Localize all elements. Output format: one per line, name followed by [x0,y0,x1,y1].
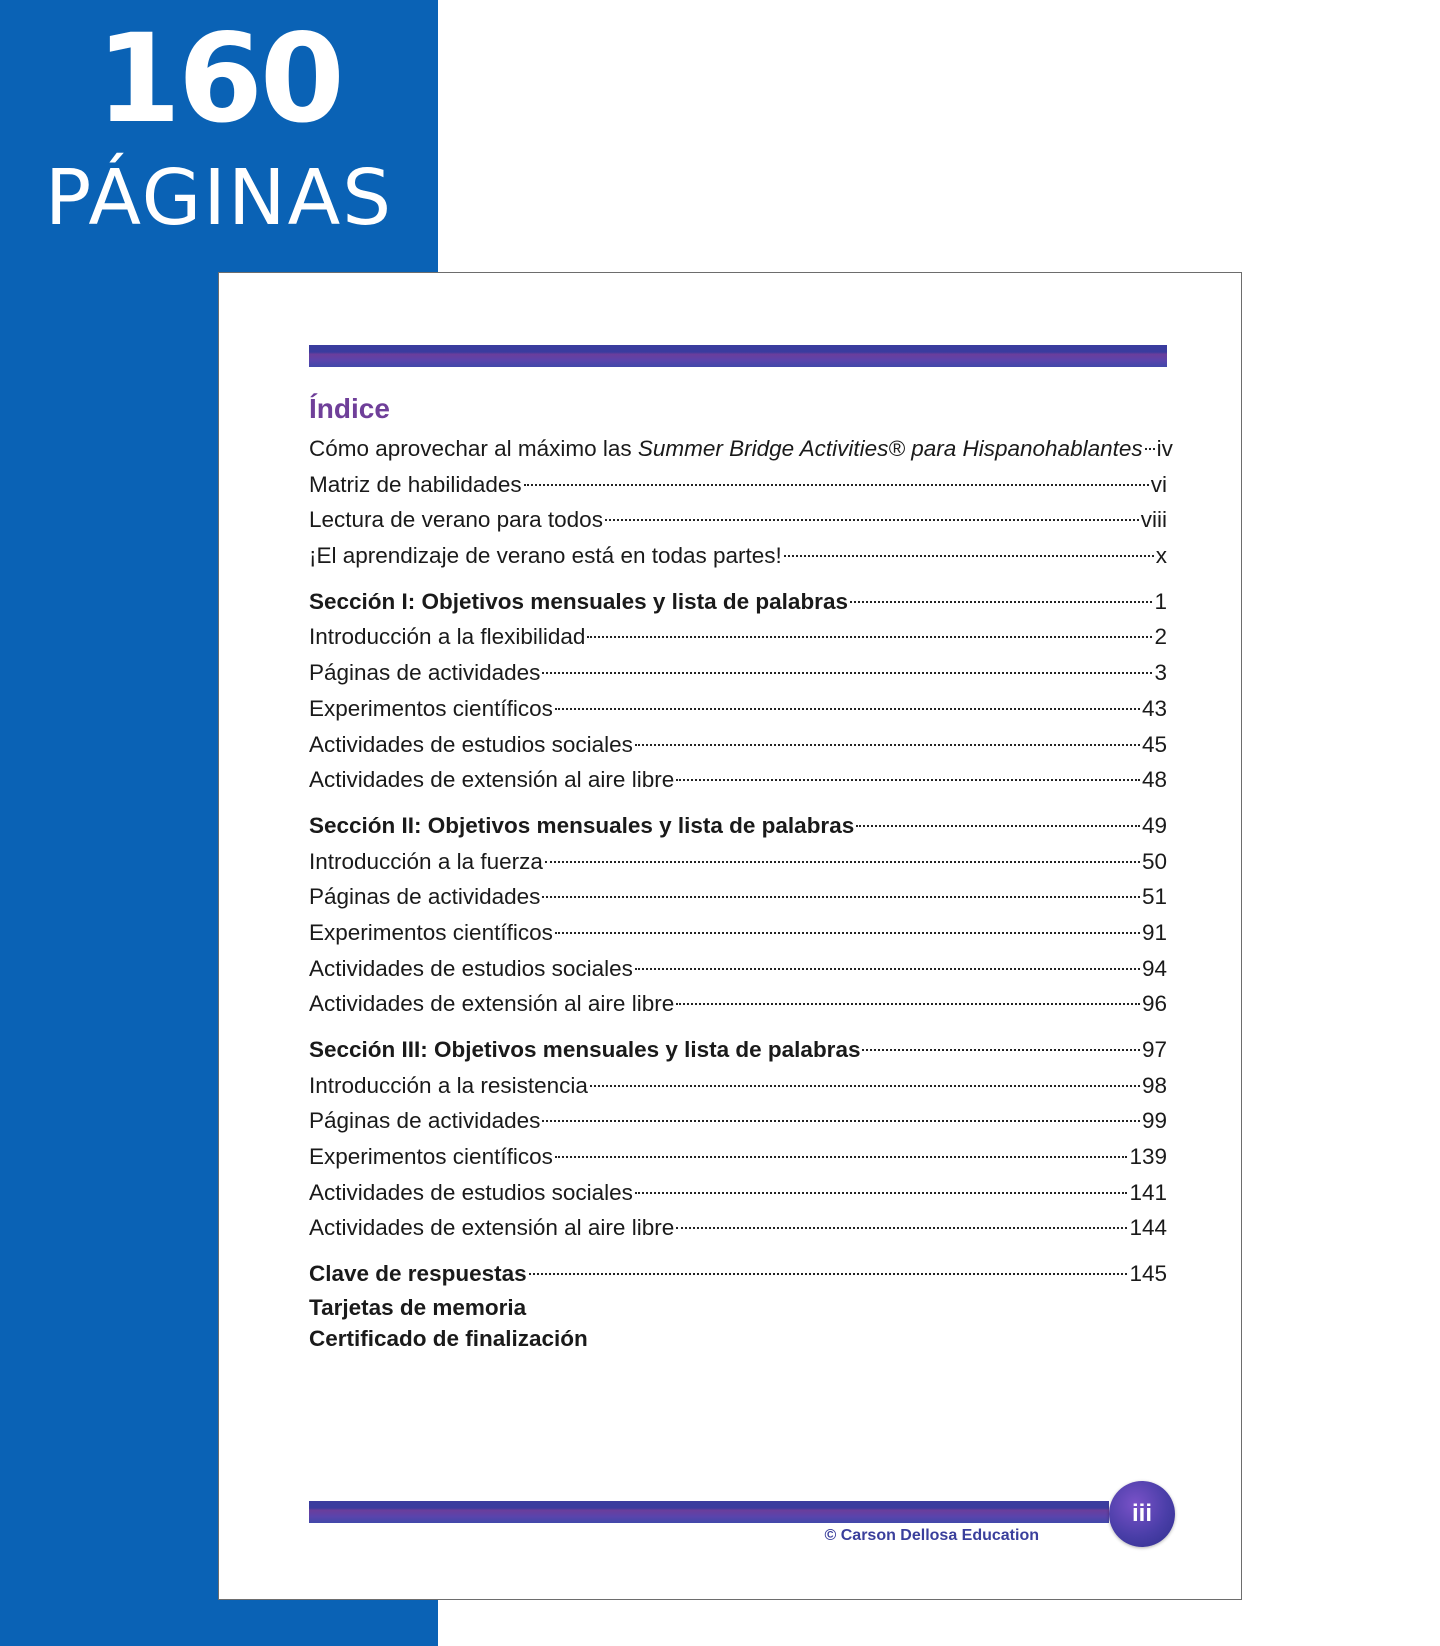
leader-dots [542,672,1152,674]
copyright-text: © Carson Dellosa Education [824,1527,1039,1544]
toc-entry-page: 2 [1154,624,1167,650]
book-page [218,272,1242,1600]
bottom-rule [309,1501,1109,1523]
toc-answer-key-page: 145 [1129,1261,1167,1287]
leader-dots [676,1227,1127,1229]
toc-entry [309,986,1167,1022]
leader-dots [784,555,1154,557]
toc-entry-label: Actividades de extensión al aire libre [309,991,675,1017]
leader-dots [676,1003,1140,1005]
toc-section-page: 1 [1154,588,1167,614]
toc-entry-page: 91 [1141,919,1167,945]
toc-entry-label: Lectura de verano para todos [309,507,603,533]
page-count-number: 160 [96,8,342,150]
toc-entry-page: vi [1150,471,1167,497]
toc-entry [309,727,1167,763]
leader-dots [605,519,1139,521]
leader-dots [635,744,1140,746]
toc-entry-label: Introducción a la fuerza [309,848,543,874]
toc-entry-page: 99 [1141,1108,1167,1134]
toc-entry-label: Matriz de habilidades [309,471,522,497]
toc-entry-label: Introducción a la flexibilidad [309,624,586,650]
toc-section-label: Sección III: Objetivos mensuales y lista de palabras [309,1037,861,1062]
leader-dots [590,1085,1140,1087]
toc-entry [309,538,1167,574]
toc-section-heading [309,584,1167,620]
toc-entry [309,1175,1167,1211]
toc-entry-page: 43 [1141,695,1167,721]
toc-entry-label: Cómo aprovechar al máximo las [309,436,638,461]
toc-entry [309,844,1167,880]
toc-entry [309,691,1167,727]
toc-entry [309,1210,1167,1246]
toc-section-label: Sección II: Objetivos mensuales y lista de palabras [309,812,855,838]
toc-entry [309,951,1167,987]
toc-answer-key [309,1256,1167,1292]
leader-dots [1145,448,1155,450]
toc-entry-label: Páginas de actividades [309,1108,541,1134]
toc-entry [309,1103,1167,1139]
leader-dots [555,708,1140,710]
leader-dots [555,1156,1128,1158]
toc-entry-page: 98 [1141,1072,1167,1098]
leader-dots [862,1049,1139,1051]
toc-entry [309,1068,1167,1104]
page-number-badge: iii [1109,1481,1175,1547]
top-rule [309,345,1167,367]
leader-dots [676,779,1140,781]
toc-entry-label: Actividades de extensión al aire libre [309,1215,675,1241]
toc-extra-certificate: Certificado de finalización [309,1325,588,1351]
toc-entry-page: 139 [1129,1144,1167,1170]
toc-entry-page: 50 [1141,848,1167,874]
toc-entry-page: 45 [1141,731,1167,757]
toc-title: Índice [309,393,390,424]
leader-dots [545,861,1140,863]
toc-section-heading [309,1032,1167,1068]
toc-entry [309,467,1167,503]
table-of-contents [309,389,1173,1354]
toc-entry-page: 48 [1141,767,1167,793]
leader-dots [555,932,1140,934]
toc-entry-page: 141 [1129,1179,1167,1205]
toc-entry-label: Páginas de actividades [309,660,541,686]
toc-entry [309,879,1167,915]
toc-entry-page: 144 [1129,1215,1167,1241]
toc-entry [309,762,1167,798]
toc-entry-label: Actividades de estudios sociales [309,731,633,757]
toc-section-page: 97 [1141,1037,1167,1062]
toc-section-heading [309,808,1167,844]
leader-dots [850,601,1153,603]
toc-entry [309,502,1167,538]
toc-entry [309,431,1173,467]
toc-entry-label: Actividades de estudios sociales [309,1179,633,1205]
leader-dots [529,1273,1128,1275]
toc-entry [309,655,1167,691]
toc-entry-page: 3 [1154,660,1167,686]
toc-entry-label: Experimentos científicos [309,919,553,945]
toc-entry-page: viii [1140,507,1167,533]
toc-entry-page: 96 [1141,991,1167,1017]
toc-entry-label: ¡El aprendizaje de verano está en todas partes! [309,543,782,569]
leader-dots [524,484,1149,486]
toc-entry-label: Experimentos científicos [309,1144,553,1170]
toc-entry [309,619,1167,655]
toc-section-page: 49 [1141,812,1167,838]
leader-dots [542,1120,1140,1122]
toc-entry-label: Actividades de estudios sociales [309,955,633,981]
toc-extra-flashcards: Tarjetas de memoria [309,1294,527,1320]
toc-entry [309,1139,1167,1175]
toc-entry-label: Experimentos científicos [309,695,553,721]
leader-dots [587,636,1152,638]
leader-dots [542,896,1140,898]
leader-dots [856,825,1140,827]
leader-dots [635,1192,1128,1194]
toc-entry-label: Actividades de extensión al aire libre [309,767,675,793]
toc-entry-page: 94 [1141,955,1167,981]
toc-answer-key-label: Clave de respuestas [309,1261,527,1287]
toc-section-label: Sección I: Objetivos mensuales y lista de palabras [309,588,848,614]
toc-entry-page: x [1155,543,1167,569]
toc-entry-label: Páginas de actividades [309,884,541,910]
toc-entry-label-italic: Summer Bridge Activities® para Hispanohablantes [637,436,1143,461]
toc-entry [309,915,1167,951]
leader-dots [635,968,1140,970]
page-count-label: PÁGINAS [44,154,394,243]
toc-entry-page: iv [1156,436,1173,461]
toc-entry-label: Introducción a la resistencia [309,1072,588,1098]
toc-entry-page: 51 [1141,884,1167,910]
